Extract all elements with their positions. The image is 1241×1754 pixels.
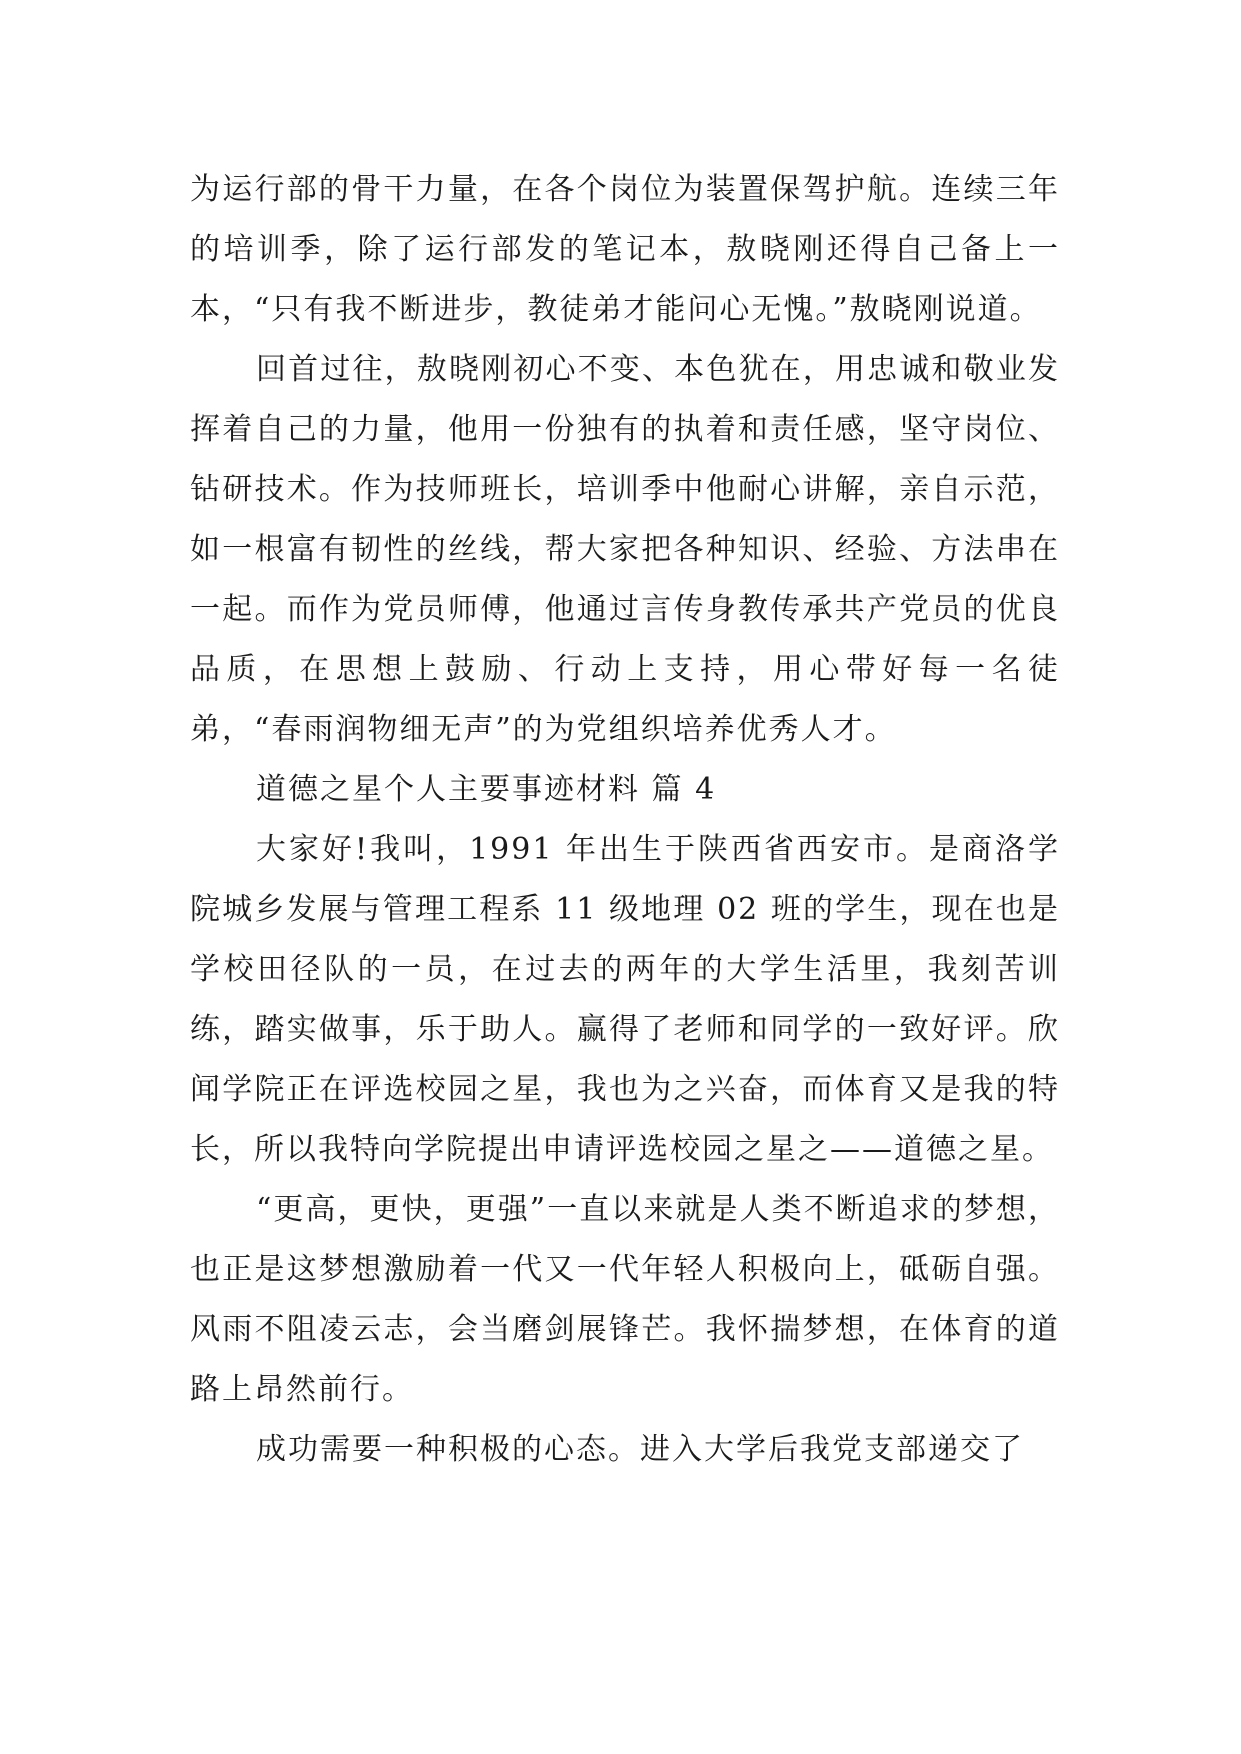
paragraph-3: 大家好!我叫，1991 年出生于陕西省西安市。是商洛学院城乡发展与管理工程系 11 级地理 02 班的学生，现在也是学校田径队的一员，在过去的两年的大学生活里，我刻苦训练，踏实做事，乐于助人。赢得了老师和同学的一致好评。欣闻学院正在评选校园之星，我也为之兴奋，而体育又是我的特长，所以我特向学院提出申请评选校园之星之——道德之星。 — [190, 832, 1060, 1167]
document-body — [190, 160, 1060, 1480]
paragraph-5: 成功需要一种积极的心态。进入大学后我党支部递交了 — [256, 1432, 1024, 1467]
paragraph-2: 回首过往，敖晓刚初心不变、本色犹在，用忠诚和敬业发挥着自己的力量，他用一份独有的执着和责任感，坚守岗位、钻研技术。作为技师班长，培训季中他耐心讲解，亲自示范，如一根富有韧性的丝线，帮大家把各种知识、经验、方法串在一起。而作为党员师傅，他通过言传身教传承共产党员的优良品质，在思想上鼓励、行动上支持，用心带好每一名徒弟，“春雨润物细无声”的为党组织培养优秀人才。 — [190, 352, 1060, 747]
paragraph-1: 为运行部的骨干力量，在各个岗位为装置保驾护航。连续三年的培训季，除了运行部发的笔记本，敖晓刚还得自己备上一本，“只有我不断进步，教徒弟才能问心无愧。”敖晓刚说道。 — [190, 172, 1060, 327]
paragraph-4: “更高，更快，更强”一直以来就是人类不断追求的梦想，也正是这梦想激励着一代又一代年轻人积极向上，砥砺自强。风雨不阻凌云志，会当磨剑展锋芒。我怀揣梦想，在体育的道路上昂然前行。 — [190, 1192, 1060, 1407]
section-heading: 道德之星个人主要事迹材料 篇 4 — [256, 772, 717, 807]
